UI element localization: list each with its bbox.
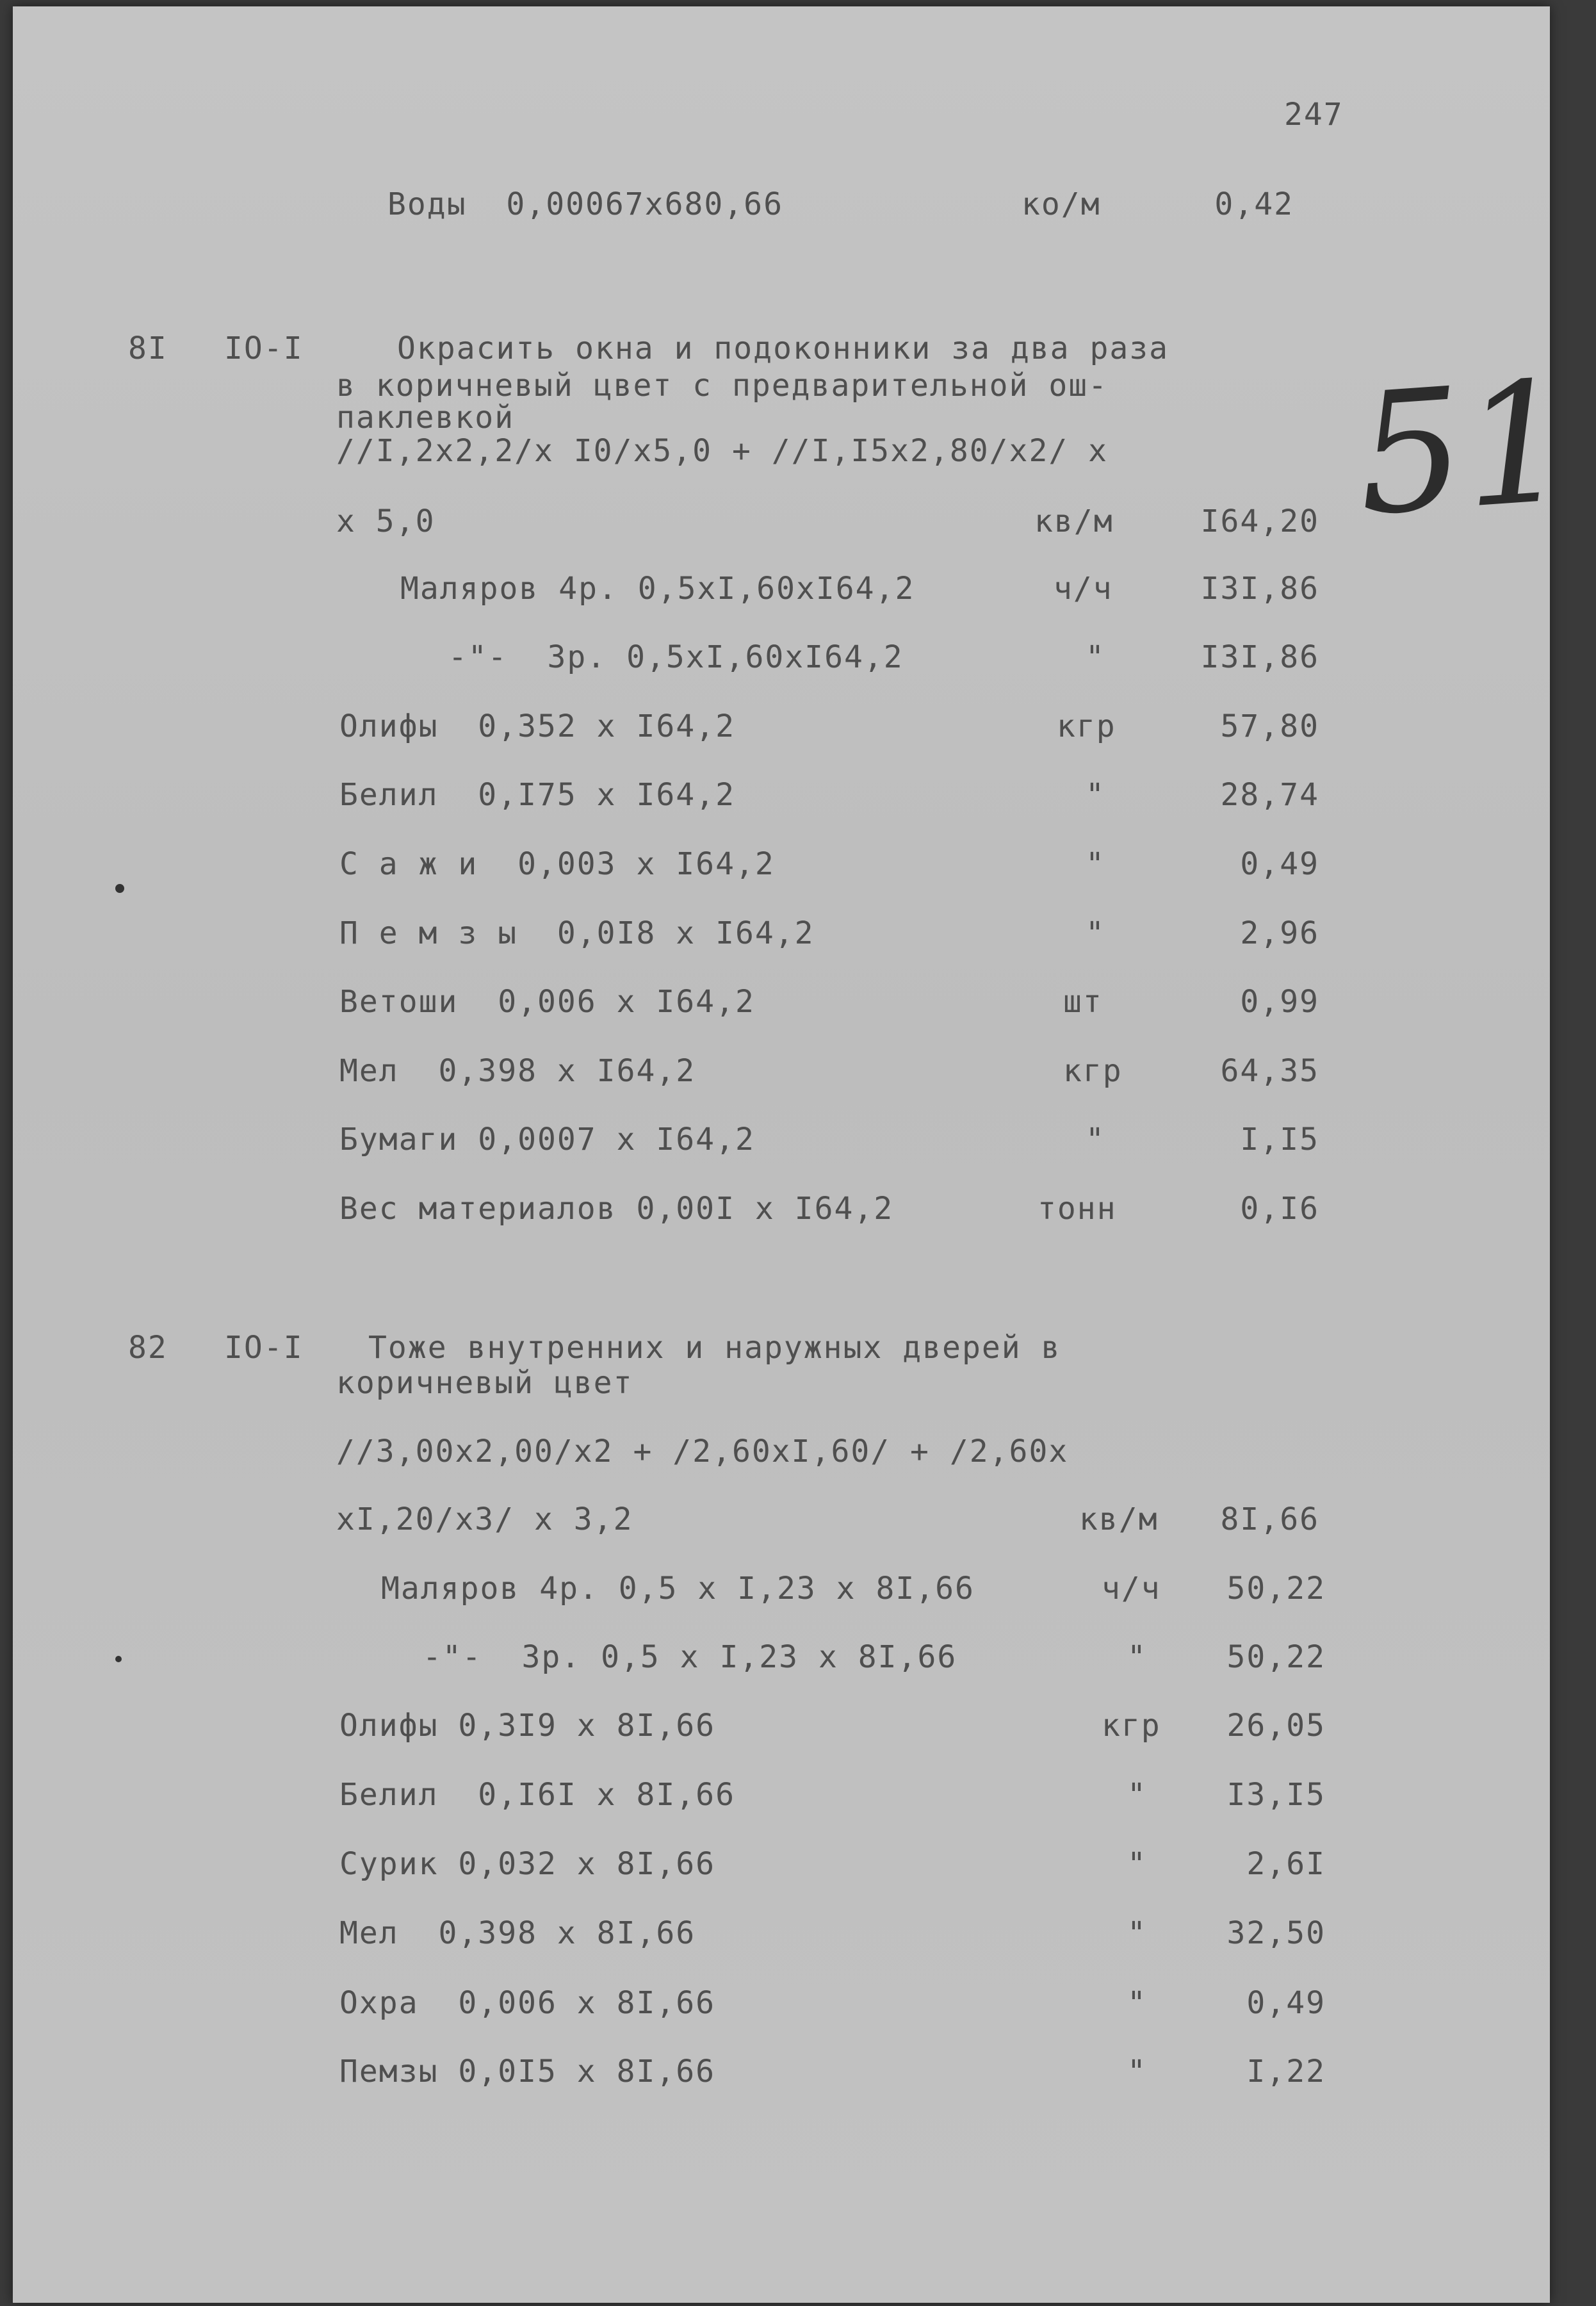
material-row-value: I3,I5 — [1226, 1777, 1326, 1813]
item-total-text: xI,20/x3/ x 3,2 — [336, 1501, 633, 1537]
material-row-value: 50,22 — [1226, 1639, 1326, 1675]
material-row-unit: " — [1086, 846, 1105, 882]
material-row-name: Ветоши 0,006 x I64,2 — [339, 984, 755, 1020]
material-row-value: 0,49 — [1240, 846, 1319, 882]
intro-row-value: 0,42 — [1214, 186, 1294, 222]
material-row-name: Бумаги 0,0007 x I64,2 — [339, 1122, 755, 1157]
item-total-unit: кв/м — [1079, 1501, 1159, 1537]
item-number: 82 — [128, 1330, 168, 1366]
material-row-unit: ч/ч — [1054, 571, 1113, 607]
item-title-line: Тоже внутренних и наружных дверей в — [368, 1330, 1061, 1366]
material-row-unit: ч/ч — [1102, 1571, 1161, 1607]
material-row-unit: " — [1127, 1639, 1147, 1675]
material-row-unit: " — [1127, 1915, 1147, 1951]
material-row-value: 0,99 — [1240, 984, 1319, 1020]
material-row-unit: " — [1086, 915, 1105, 951]
page-number: 247 — [1284, 97, 1344, 133]
material-row-unit: " — [1127, 1777, 1147, 1813]
material-row-value: I3I,86 — [1200, 571, 1319, 607]
binding-hole-mark — [115, 884, 124, 893]
material-row-value: I3I,86 — [1200, 639, 1319, 675]
material-row-name: Белил 0,I75 x I64,2 — [339, 777, 735, 813]
material-row-value: 64,35 — [1220, 1053, 1319, 1089]
material-row-unit: " — [1127, 1846, 1147, 1882]
item-formula-line: //I,2x2,2/x I0/x5,0 + //I,I5x2,80/x2/ x — [336, 433, 1109, 469]
material-row-name: Мел 0,398 x 8I,66 — [339, 1915, 696, 1951]
material-row-unit: кгр — [1102, 1708, 1161, 1744]
material-row-unit: кгр — [1063, 1053, 1123, 1089]
binding-hole-mark — [115, 1656, 122, 1662]
material-row-value: 2,6I — [1246, 1846, 1326, 1882]
handwritten-mark: 51 — [1351, 345, 1576, 553]
material-row-name: П е м з ы 0,0I8 x I64,2 — [339, 915, 815, 951]
material-row-name: Сурик 0,032 x 8I,66 — [339, 1846, 716, 1882]
material-row-value: I,22 — [1246, 2054, 1326, 2089]
item-total-value: I64,20 — [1200, 503, 1319, 539]
material-row-name: -"- 3р. 0,5xI,60xI64,2 — [448, 639, 904, 675]
material-row-name: Охра 0,006 x 8I,66 — [339, 1985, 716, 2021]
item-code: IO-I — [224, 331, 304, 366]
item-total-unit: кв/м — [1034, 503, 1114, 539]
material-row-unit: " — [1086, 639, 1105, 675]
item-title-line: в коричневый цвет с предварительной ош- — [336, 368, 1109, 404]
item-total-value: 8I,66 — [1220, 1501, 1319, 1537]
material-row-value: 57,80 — [1220, 708, 1319, 744]
material-row-unit: " — [1127, 2054, 1147, 2089]
material-row-name: С а ж и 0,003 x I64,2 — [339, 846, 775, 882]
material-row-unit: тонн — [1038, 1191, 1117, 1227]
item-title-line: коричневый цвет — [336, 1365, 633, 1401]
material-row-name: -"- 3р. 0,5 x I,23 x 8I,66 — [423, 1639, 957, 1675]
material-row-unit: " — [1086, 1122, 1105, 1157]
material-row-name: Маляров 4р. 0,5 x I,23 x 8I,66 — [381, 1571, 975, 1607]
material-row-value: 0,49 — [1246, 1985, 1326, 2021]
material-row-value: 28,74 — [1220, 777, 1319, 813]
intro-row-name: Воды 0,00067x680,66 — [387, 186, 783, 222]
material-row-name: Вес материалов 0,00I x I64,2 — [339, 1191, 894, 1227]
material-row-unit: кгр — [1057, 708, 1116, 744]
document-page — [13, 6, 1576, 2303]
material-row-value: 32,50 — [1226, 1915, 1326, 1951]
material-row-unit: " — [1086, 777, 1105, 813]
material-row-name: Мел 0,398 x I64,2 — [339, 1053, 696, 1089]
item-total-text: x 5,0 — [336, 503, 436, 539]
material-row-value: 50,22 — [1226, 1571, 1326, 1607]
item-number: 8I — [128, 331, 168, 366]
material-row-value: I,I5 — [1240, 1122, 1319, 1157]
item-title-line: Окрасить окна и подоконники за два раза — [397, 331, 1169, 366]
material-row-unit: " — [1127, 1985, 1147, 2021]
material-row-value: 0,I6 — [1240, 1191, 1319, 1227]
material-row-value: 26,05 — [1226, 1708, 1326, 1744]
material-row-name: Маляров 4р. 0,5xI,60xI64,2 — [400, 571, 915, 607]
material-row-value: 2,96 — [1240, 915, 1319, 951]
item-title-line: паклевкой — [336, 400, 515, 436]
material-row-name: Белил 0,I6I x 8I,66 — [339, 1777, 735, 1813]
material-row-name: Олифы 0,3I9 x 8I,66 — [339, 1708, 716, 1744]
item-code: IO-I — [224, 1330, 304, 1366]
material-row-name: Пемзы 0,0I5 x 8I,66 — [339, 2054, 716, 2089]
material-row-name: Олифы 0,352 x I64,2 — [339, 708, 735, 744]
material-row-unit: шт — [1063, 984, 1103, 1020]
intro-row-unit: ко/м — [1022, 186, 1101, 222]
item-formula-line: //3,00x2,00/x2 + /2,60xI,60/ + /2,60x — [336, 1434, 1069, 1469]
